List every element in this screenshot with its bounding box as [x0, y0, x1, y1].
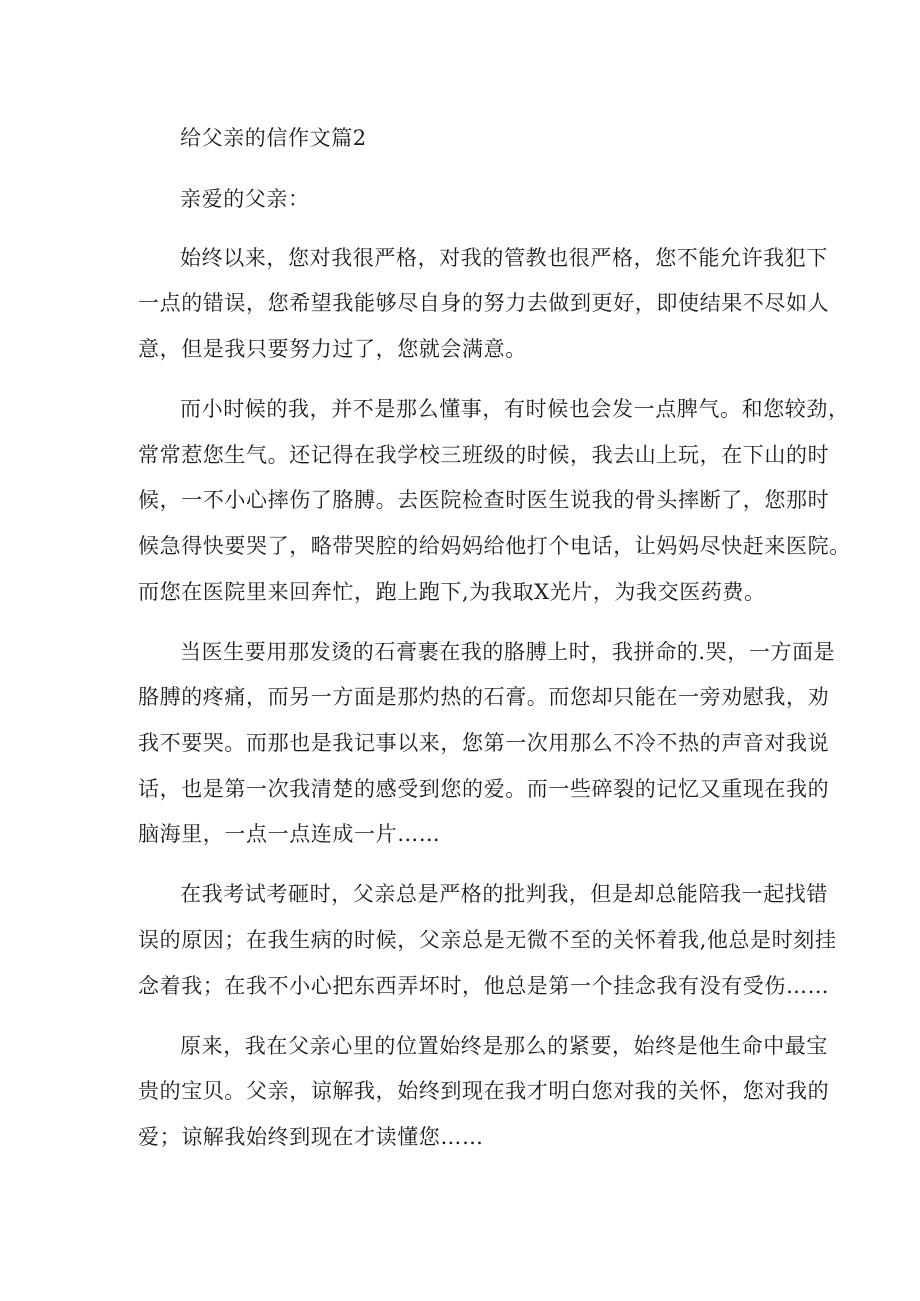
paragraph-line: 我不要哭。而那也是我记事以来，您第一次用那么不冷不热的声音对我说 — [138, 731, 830, 755]
paragraph-line: 候，一不小心摔伤了胳膊。去医院检查时医生说我的骨头摔断了，您那时 — [138, 488, 830, 512]
paragraph-line: 始终以来，您对我很严格，对我的管教也很严格，您不能允许我犯下 — [180, 246, 828, 270]
paragraph-line: 胳膊的疼痛，而另一方面是那灼热的石膏。而您却只能在一旁劝慰我，劝 — [138, 685, 830, 709]
paragraph-line: 话，也是第一次我清楚的感受到您的爱。而一些碎裂的记忆又重现在我的 — [138, 777, 830, 801]
paragraph-line: 贵的宝贝。父亲，谅解我，始终到现在我才明白您对我的关怀，您对我的 — [138, 1079, 830, 1103]
paragraph-line: 当医生要用那发烫的石膏裹在我的胳膊上时，我拼命的.哭，一方面是 — [180, 640, 836, 664]
paragraph-line: 而您在医院里来回奔忙，跑上跑下,为我取X光片，为我交医药费。 — [138, 580, 766, 604]
paragraph-line: 在我考试考砸时，父亲总是严格的批判我，但是却总能陪我一起找错 — [180, 882, 828, 906]
paragraph-line: 一点的错误，您希望我能够尽自身的努力去做到更好，即使结果不尽如人 — [138, 291, 830, 315]
paragraph-line: 念着我；在我不小心把东西弄坏时，他总是第一个挂念我有没有受伤…… — [138, 974, 830, 998]
paragraph-line: 而小时候的我，并不是那么懂事，有时候也会发一点脾气。和您较劲， — [180, 397, 850, 421]
paragraph-line: 候急得快要哭了，略带哭腔的给妈妈给他打个电话，让妈妈尽快赶来医院。 — [138, 534, 851, 558]
document-title: 给父亲的信作文篇2 — [180, 126, 367, 150]
paragraph-line: 原来，我在父亲心里的位置始终是那么的紧要，始终是他生命中最宝 — [180, 1034, 828, 1058]
paragraph-line: 爱；谅解我始终到现在才读懂您…… — [138, 1125, 484, 1149]
paragraph-line: 意，但是我只要努力过了，您就会满意。 — [138, 337, 527, 361]
paragraph-line: 误的原因；在我生病的时候，父亲总是无微不至的关怀着我,他总是时刻挂 — [138, 928, 837, 952]
paragraph-line: 常常惹您生气。还记得在我学校三班级的时候，我去山上玩，在下山的时 — [138, 443, 830, 467]
paragraph-line: 脑海里，一点一点连成一片…… — [138, 822, 441, 846]
greeting: 亲爱的父亲： — [180, 187, 310, 211]
